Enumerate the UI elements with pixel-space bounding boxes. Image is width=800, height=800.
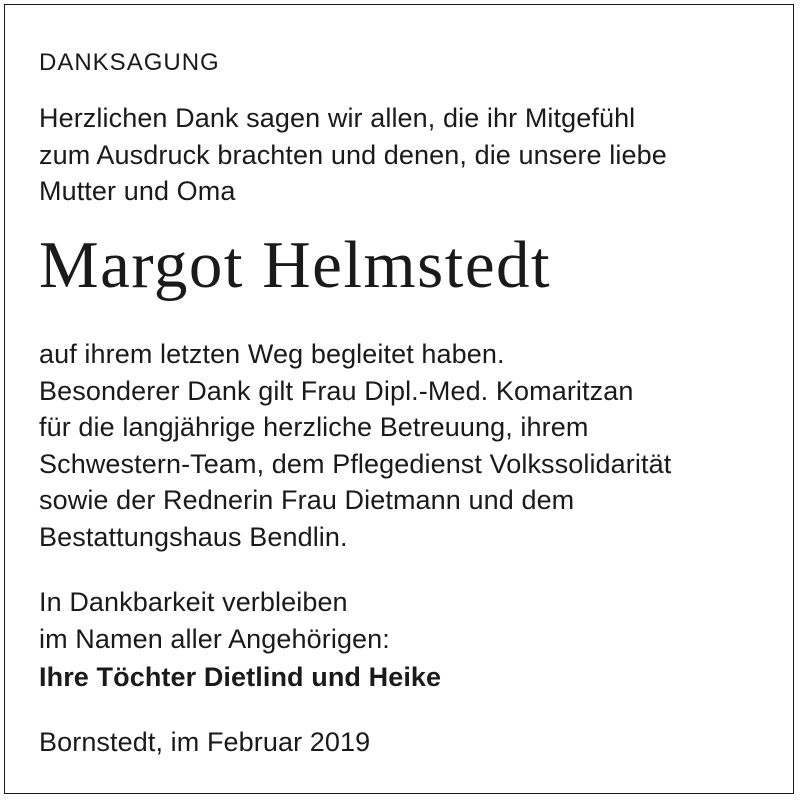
notice-frame xyxy=(4,4,794,794)
body-line-6: Bestattungshaus Bendlin. xyxy=(39,522,348,552)
closing-line-1: In Dankbarkeit verbleiben xyxy=(39,587,348,617)
intro-line-2: zum Ausdruck brachten und denen, die unsere liebe xyxy=(39,140,667,170)
body-line-5: sowie der Rednerin Frau Dietmann und dem xyxy=(39,485,575,515)
intro-line-3: Mutter und Oma xyxy=(39,176,236,206)
intro-line-1: Herzlichen Dank sagen wir allen, die ihr Mitgefühl xyxy=(39,103,636,133)
signatories: Ihre Töchter Dietlind und Heike xyxy=(39,662,442,692)
closing-line-2: im Namen aller Angehörigen: xyxy=(39,624,390,654)
deceased-name: Margot Helmstedt xyxy=(39,228,552,302)
notice-heading: DANKSAGUNG xyxy=(39,49,220,76)
body-line-1: auf ihrem letzten Weg begleitet haben. xyxy=(39,339,505,369)
body-line-3: für die langjährige herzliche Betreuung, ihrem xyxy=(39,412,589,442)
body-line-2: Besonderer Dank gilt Frau Dipl.-Med. Komaritzan xyxy=(39,376,634,406)
place-date: Bornstedt, im Februar 2019 xyxy=(39,727,371,757)
body-line-4: Schwestern-Team, dem Pflegedienst Volkssolidarität xyxy=(39,449,672,479)
